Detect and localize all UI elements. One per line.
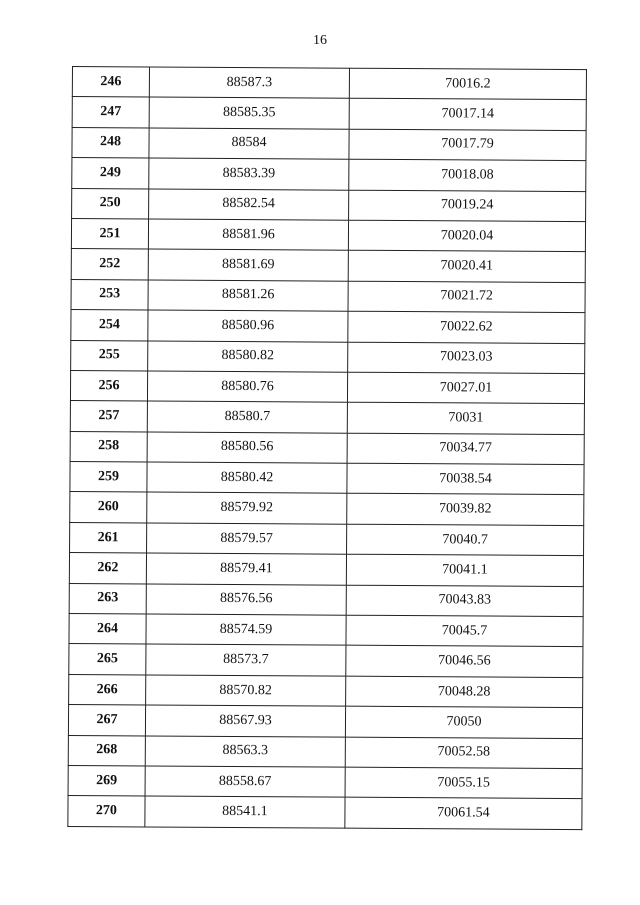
point-number-cell: 250: [72, 188, 149, 219]
point-number-cell: 270: [68, 796, 145, 827]
x-coordinate-cell: 88581.69: [148, 249, 348, 281]
y-coordinate-cell: 70021.72: [348, 281, 585, 313]
table-row: [69, 644, 583, 678]
y-coordinate-cell: 70038.54: [347, 463, 584, 495]
point-number-cell: 265: [69, 644, 146, 675]
table-row: [71, 310, 585, 344]
point-number-cell: 268: [68, 735, 145, 766]
y-coordinate-cell: 70048.28: [346, 676, 583, 708]
x-coordinate-cell: 88563.3: [145, 736, 345, 768]
x-coordinate-cell: 88580.76: [147, 371, 347, 403]
y-coordinate-cell: 70045.7: [346, 615, 583, 647]
table-row: [72, 67, 586, 101]
y-coordinate-cell: 70017.14: [349, 99, 586, 131]
y-coordinate-cell: 70022.62: [348, 311, 585, 343]
y-coordinate-cell: 70061.54: [345, 798, 582, 830]
x-coordinate-cell: 88570.82: [146, 675, 346, 707]
point-number-cell: 256: [70, 370, 147, 401]
point-number-cell: 258: [70, 431, 147, 462]
y-coordinate-cell: 70019.24: [349, 190, 586, 222]
table-row: [70, 370, 584, 404]
y-coordinate-cell: 70052.58: [345, 737, 582, 769]
point-number-cell: 261: [70, 522, 147, 553]
table-row: [71, 279, 585, 313]
table-row: [68, 705, 582, 739]
y-coordinate-cell: 70031: [347, 402, 584, 434]
point-number-cell: 269: [68, 765, 145, 796]
point-number-cell: 266: [69, 674, 146, 705]
x-coordinate-cell: 88574.59: [146, 614, 346, 646]
point-number-cell: 251: [71, 218, 148, 249]
y-coordinate-cell: 70050: [345, 706, 582, 738]
y-coordinate-cell: 70041.1: [346, 554, 583, 586]
table-row: [72, 188, 586, 222]
table-row: [70, 462, 584, 496]
point-number-cell: 248: [72, 127, 149, 158]
point-number-cell: 264: [69, 614, 146, 645]
point-number-cell: 252: [71, 249, 148, 280]
y-coordinate-cell: 70040.7: [347, 524, 584, 556]
x-coordinate-cell: 88576.56: [146, 584, 346, 616]
table-row: [70, 401, 584, 435]
table-row: [72, 158, 586, 192]
x-coordinate-cell: 88567.93: [145, 705, 345, 737]
x-coordinate-cell: 88579.57: [147, 523, 347, 555]
x-coordinate-cell: 88558.67: [145, 766, 345, 798]
table-row: [70, 431, 584, 465]
table-row: [71, 340, 585, 374]
point-number-cell: 254: [71, 310, 148, 341]
table-body: [68, 67, 587, 830]
point-number-cell: 249: [72, 158, 149, 189]
table-row: [70, 522, 584, 556]
x-coordinate-cell: 88582.54: [149, 189, 349, 221]
table-row: [69, 553, 583, 587]
y-coordinate-cell: 70020.04: [348, 220, 585, 252]
y-coordinate-cell: 70020.41: [348, 251, 585, 283]
y-coordinate-cell: 70043.83: [346, 585, 583, 617]
y-coordinate-cell: 70055.15: [345, 767, 582, 799]
table-row: [68, 735, 582, 769]
point-number-cell: 247: [72, 97, 149, 128]
point-number-cell: 246: [72, 67, 149, 98]
table-row: [68, 796, 582, 830]
x-coordinate-cell: 88579.92: [147, 492, 347, 524]
point-number-cell: 259: [70, 462, 147, 493]
coordinates-table: [67, 66, 587, 830]
point-number-cell: 263: [69, 583, 146, 614]
page-number: 16: [313, 33, 327, 48]
x-coordinate-cell: 88581.26: [148, 280, 348, 312]
y-coordinate-cell: 70046.56: [346, 646, 583, 678]
x-coordinate-cell: 88580.7: [147, 401, 347, 433]
table-row: [69, 614, 583, 648]
y-coordinate-cell: 70027.01: [347, 372, 584, 404]
x-coordinate-cell: 88585.35: [149, 97, 349, 129]
table-row: [71, 249, 585, 283]
table-row: [69, 583, 583, 617]
x-coordinate-cell: 88584: [149, 128, 349, 160]
table-row: [72, 97, 586, 131]
point-number-cell: 255: [71, 340, 148, 371]
x-coordinate-cell: 88581.96: [148, 219, 348, 251]
y-coordinate-cell: 70018.08: [349, 159, 586, 191]
table-row: [71, 218, 585, 252]
x-coordinate-cell: 88580.56: [147, 432, 347, 464]
x-coordinate-cell: 88583.39: [149, 158, 349, 190]
table-row: [69, 674, 583, 708]
x-coordinate-cell: 88541.1: [145, 796, 345, 828]
point-number-cell: 257: [70, 401, 147, 432]
y-coordinate-cell: 70017.79: [349, 129, 586, 161]
x-coordinate-cell: 88587.3: [149, 67, 349, 99]
point-number-cell: 267: [68, 705, 145, 736]
x-coordinate-cell: 88580.42: [147, 462, 347, 494]
y-coordinate-cell: 70039.82: [347, 494, 584, 526]
y-coordinate-cell: 70034.77: [347, 433, 584, 465]
y-coordinate-cell: 70023.03: [348, 342, 585, 374]
x-coordinate-cell: 88579.41: [146, 553, 346, 585]
x-coordinate-cell: 88580.96: [148, 310, 348, 342]
point-number-cell: 260: [70, 492, 147, 523]
table-row: [68, 765, 582, 799]
y-coordinate-cell: 70016.2: [349, 68, 586, 100]
x-coordinate-cell: 88573.7: [146, 644, 346, 676]
x-coordinate-cell: 88580.82: [148, 340, 348, 372]
point-number-cell: 253: [71, 279, 148, 310]
table-row: [70, 492, 584, 526]
table-row: [72, 127, 586, 161]
point-number-cell: 262: [69, 553, 146, 584]
